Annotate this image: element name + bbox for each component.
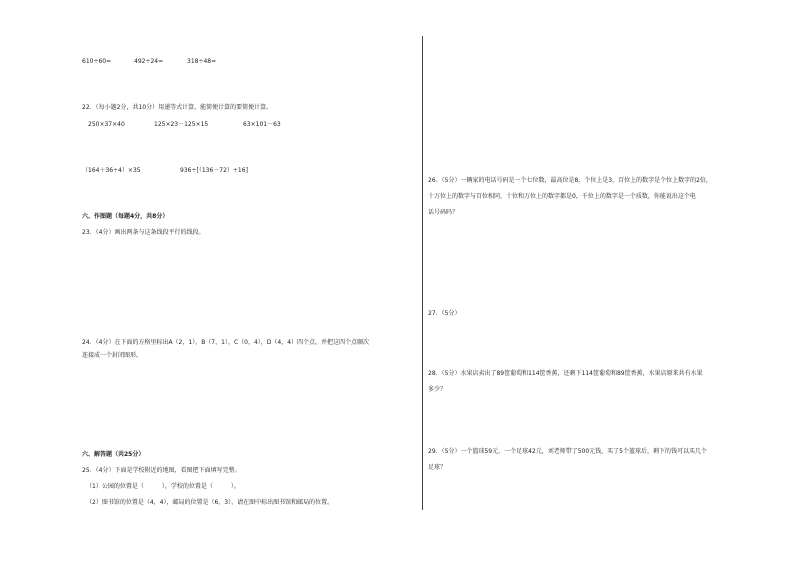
q24-y-tick-label: 1 bbox=[87, 424, 91, 432]
q23-segment-start-point bbox=[120, 257, 123, 260]
q24-x-tick-label: 10 bbox=[194, 435, 202, 442]
q24-y-tick-label: 5 bbox=[87, 382, 91, 390]
q21-expr-3: 318÷48= bbox=[187, 58, 217, 65]
q26-line-1: 26．（5分）一辆家的电话号码是一个七位数，最高位是8，个位上是3，百位上的数字是个位上数字的2倍， bbox=[428, 177, 712, 184]
q24-x-tick-label: 0 bbox=[91, 435, 95, 442]
map-x-tick-label: 5 bbox=[535, 127, 539, 134]
q24-line-2: 连接成一个封闭图形。 bbox=[82, 352, 143, 359]
q24-x-tick-label: 5 bbox=[143, 435, 148, 442]
q22-expr-1: 250×37×40 bbox=[88, 121, 125, 128]
girl-icon bbox=[661, 277, 684, 312]
q23-segment-end-point bbox=[180, 304, 183, 307]
map-x-tick-label: 0 bbox=[440, 127, 444, 134]
map-x-tick-label: 1 bbox=[459, 127, 463, 134]
map-x-tick-label: 6 bbox=[554, 127, 558, 134]
q22-expr-5: 936÷[（136－72）÷16] bbox=[180, 167, 248, 174]
map-y-tick-label: 1 bbox=[434, 102, 438, 109]
map-label-market: 超市 bbox=[519, 81, 532, 88]
map-label-bank: 银行 bbox=[447, 107, 460, 114]
map-origin-bank-point bbox=[460, 103, 462, 105]
q26-line-2: 十万位上的数字与百位相同，十位和万位上的数字都是0，千位上的数字是一个质数，你能说出这个电 bbox=[428, 193, 696, 200]
q28-line-2: 多少？ bbox=[428, 386, 447, 393]
q25-sub-2: （2）图书馆的位置是（4，4），邮局的位置是（6，3），请在图中标出图书馆和邮局的位置。 bbox=[86, 499, 334, 506]
girl-bubble-line-1: 每班分135本，有 bbox=[597, 270, 645, 277]
q21-expr-1: 610÷60= bbox=[82, 58, 112, 65]
girl-bubble-line-2: 18个班，够分吗？ bbox=[597, 279, 647, 286]
map-x-tick-label: 4 bbox=[516, 127, 520, 134]
q22-title: 22．（每小题2分，共10分）用递等式计算，能简便计算的要简便计算。 bbox=[82, 104, 273, 111]
q24-x-tick-label: 4 bbox=[133, 435, 137, 442]
girl-speech-bubble bbox=[594, 267, 664, 288]
map-x-tick-label: 3 bbox=[497, 127, 501, 134]
q29-line-2: 足球？ bbox=[428, 464, 447, 471]
q24-y-tick-label: 4 bbox=[87, 393, 91, 400]
boy-bubble-line-2: 校买来2400本图书。 bbox=[494, 279, 552, 286]
q26-line-3: 话号码吗？ bbox=[428, 209, 459, 216]
q22-expr-3: 63×101－63 bbox=[243, 121, 281, 128]
map-x-tick-label: 2 bbox=[478, 127, 482, 134]
q24-x-tick-label: 7 bbox=[164, 435, 169, 442]
q24-y-tick-label: 3 bbox=[87, 403, 91, 411]
q28-line-1: 28．（5分）水果店卖出了89筐葡萄和114筐香蕉，还剩下114筐葡萄和89筐香蕉，水果店原来共有水果 bbox=[428, 370, 703, 377]
q24-x-tick-label: 2 bbox=[112, 435, 116, 442]
q24-x-tick-label: 6 bbox=[154, 435, 158, 442]
map-y-tick-label: 2 bbox=[434, 83, 438, 90]
column-divider bbox=[422, 36, 423, 510]
map-label-park: 公园 bbox=[481, 62, 494, 69]
q22-expr-2: 125×23－125×15 bbox=[154, 121, 209, 128]
boy-speech-bubble bbox=[482, 267, 567, 288]
q25-sub-1: （1）公园的位置是（ ），学校的位置是（ ）。 bbox=[86, 483, 240, 490]
map-label-school: 学校 bbox=[500, 81, 513, 88]
q24-x-tick-label: 8 bbox=[175, 435, 179, 442]
q24-x-tick-label: 3 bbox=[122, 435, 127, 442]
q23-segment bbox=[121, 258, 181, 305]
q29-line-1: 29．（5分）一个篮球59元，一个足球42元，刘老师带了500元钱，买了5个篮球后，剩下的钱可以买几个 bbox=[428, 448, 707, 455]
q24-x-tick-label: 1 bbox=[101, 435, 106, 442]
q24-y-tick-label: 2 bbox=[87, 414, 91, 421]
boy-bubble-line-1: 为建设班级图书角，学 bbox=[494, 270, 555, 277]
section-6-title: 六、作图题（每题4分，共8分） bbox=[82, 213, 169, 220]
q27-text: 27．（5分） bbox=[428, 310, 461, 317]
q25-text: 25．（4分）下面是学校附近的地图，看图把下面填写完整。 bbox=[82, 467, 241, 474]
section-7-title: 六、解答题（共25分） bbox=[82, 451, 145, 458]
q22-expr-4: （164＋36÷4）×35 bbox=[82, 167, 141, 174]
boy-icon bbox=[461, 274, 482, 309]
map-y-tick-label: 4 bbox=[434, 45, 438, 52]
q23-text: 23．（4分）画出两条与这条线段平行的线段。 bbox=[82, 229, 205, 236]
q24-line-1: 24．（4分）在下面的方格里标出A（2，1），B（7，1），C（0，4），D（4，4）四个点，并把这四个点顺次 bbox=[82, 339, 370, 346]
map-y-tick-label: 3 bbox=[434, 64, 438, 71]
q24-x-tick-label: 9 bbox=[185, 435, 190, 442]
q21-expr-2: 492÷24= bbox=[134, 58, 164, 65]
